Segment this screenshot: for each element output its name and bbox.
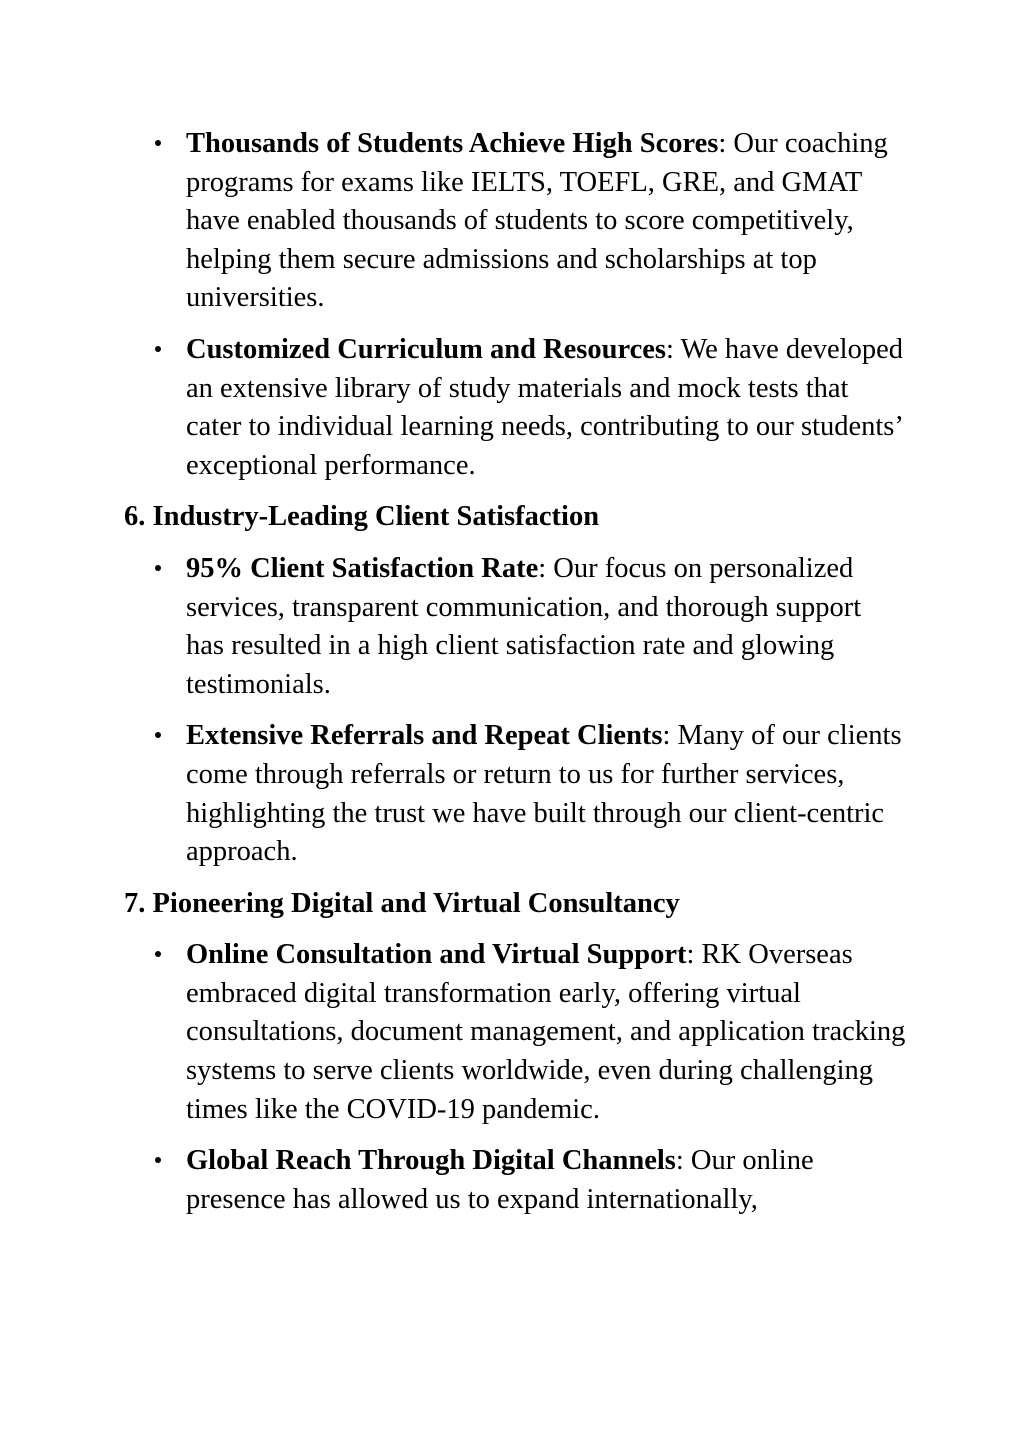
- bullet-list-3: [0, 936, 1024, 1219]
- section-heading-6: 6. Industry-Leading Client Satisfaction: [124, 501, 600, 533]
- item-title: Customized Curriculum and Resources: [186, 333, 667, 365]
- bullet-dot-icon: [155, 140, 161, 146]
- item-text: : Our online presence has allowed us to expand internationally,: [186, 1145, 814, 1215]
- bullet-list-2: [0, 550, 1024, 872]
- item-text: : Many of our clients come through referrals or return to us for further services, highlighting the trust we have built through our client-centric approach.: [186, 720, 902, 868]
- bullet-dot-icon: [155, 732, 161, 738]
- item-text: : We have developed an extensive library of study materials and mock tests that cater to individual learning needs, contributing to our students’ exceptional performance.: [186, 333, 903, 481]
- item-title: Global Reach Through Digital Channels: [186, 1145, 676, 1177]
- bullet-list-1: [0, 125, 1024, 485]
- item-title: Extensive Referrals and Repeat Clients: [186, 720, 663, 752]
- list-item: [186, 550, 906, 704]
- bullet-dot-icon: [155, 346, 161, 352]
- bullet-dot-icon: [155, 951, 161, 957]
- bullet-dot-icon: [155, 1157, 161, 1163]
- item-text: : Our coaching programs for exams like IELTS, TOEFL, GRE, and GMAT have enabled thousands of students to score competitively, helping them secure admissions and scholarships at top universities.: [186, 128, 888, 314]
- list-item: [186, 936, 906, 1129]
- list-item: [186, 331, 906, 485]
- list-item: [186, 125, 906, 318]
- item-title: Online Consultation and Virtual Support: [186, 939, 687, 971]
- list-item: [186, 1142, 906, 1219]
- list-item: [186, 717, 906, 871]
- section-heading-7: 7. Pioneering Digital and Virtual Consultancy: [124, 887, 680, 919]
- item-text: : Our focus on personalized services, transparent communication, and thorough support has resulted in a high client satisfaction rate and glowing testimonials.: [186, 552, 862, 700]
- bullet-dot-icon: [155, 565, 161, 571]
- document-page: [0, 125, 1024, 1232]
- item-text: : RK Overseas embraced digital transformation early, offering virtual consultations, document management, and application tracking systems to serve clients worldwide, even during challenging times like the COVID-19 pandemic.: [186, 939, 906, 1125]
- item-title: 95% Client Satisfaction Rate: [186, 552, 539, 584]
- item-title: Thousands of Students Achieve High Scores: [186, 128, 719, 159]
